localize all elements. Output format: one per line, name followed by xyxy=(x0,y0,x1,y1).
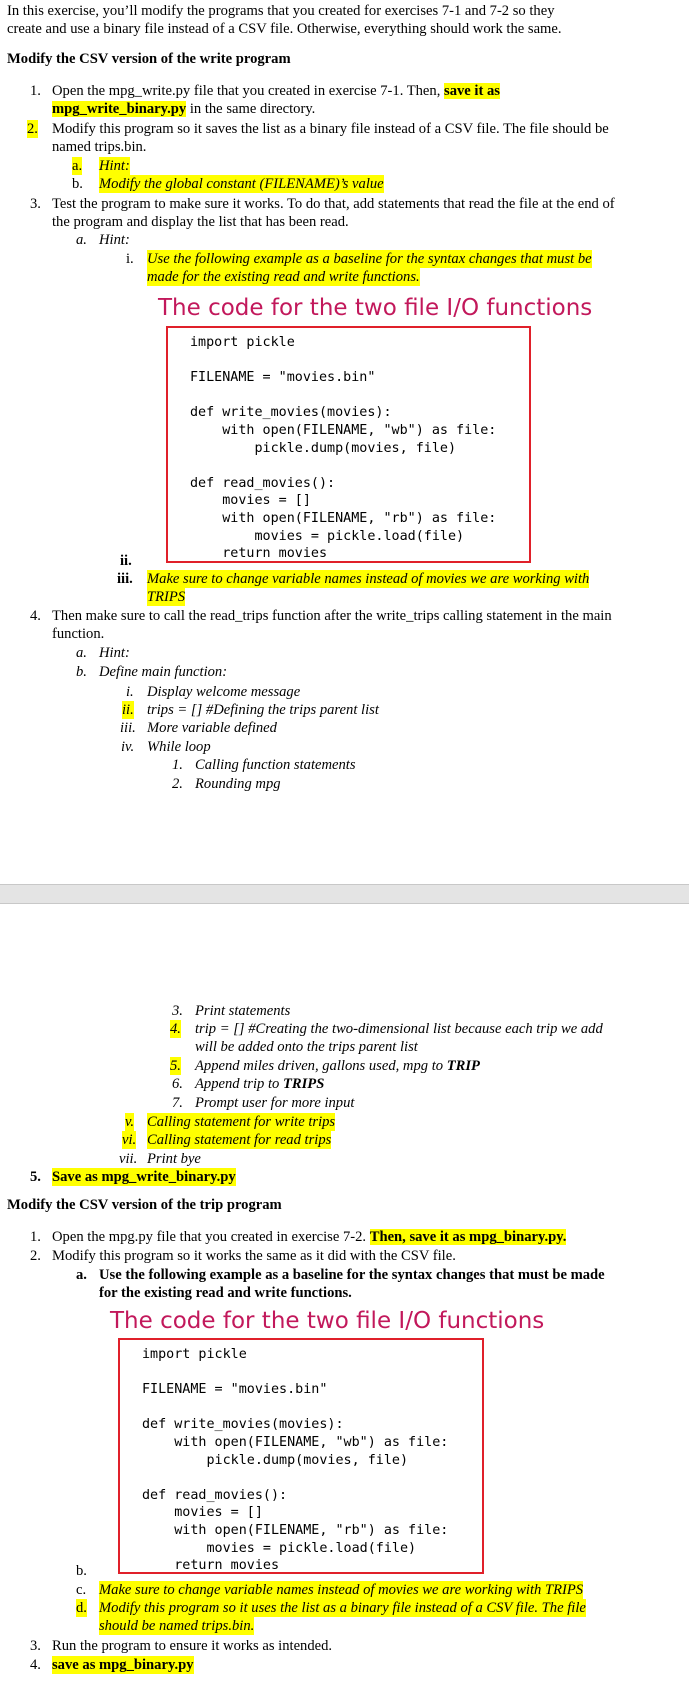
list-roman: v. xyxy=(125,1114,135,1130)
trip-step-2a-line-2: for the existing read and write functions. xyxy=(99,1285,352,1301)
step-3-line-2: the program and display the list that has been read. xyxy=(52,214,349,230)
step-1-line-2: mpg_write_binary.py in the same directory. xyxy=(52,101,316,117)
trip-step-2: Modify this program so it works the same as it did with the CSV file. xyxy=(52,1248,456,1264)
step-3ai-line-2: made for the existing read and write functions. xyxy=(147,269,420,285)
hint-label: Hint: xyxy=(99,158,130,174)
trip-step-3: Run the program to ensure it works as intended. xyxy=(52,1638,333,1654)
list-roman: vi. xyxy=(122,1132,137,1148)
code-snippet: import pickle FILENAME = "movies.bin" def write_movies(movies): with open(FILENAME, "wb") as file: pickle.dump(movies, file) def read_movies(): movies = [] with open(FILENAME, "rb") as file: movies = pickle.load(file) return movies xyxy=(190,335,497,562)
list-number: 1. xyxy=(172,757,183,773)
list-letter: a. xyxy=(76,232,87,248)
step-4bii-text: trips = [] #Defining the trips parent list xyxy=(147,702,379,718)
step-2b-text: Modify the global constant (FILENAME)’s value xyxy=(99,176,384,192)
trip-step-2c: Make sure to change variable names instead of movies we are working with TRIPS xyxy=(99,1582,584,1598)
list-number: 5. xyxy=(30,1169,41,1185)
hint-label: Hint: xyxy=(99,645,130,661)
list-number: 6. xyxy=(172,1076,183,1092)
list-roman: iv. xyxy=(121,739,135,755)
page-break xyxy=(0,884,689,904)
step-4biv1-text: Calling function statements xyxy=(195,757,356,773)
step-pvi-text: Calling statement for read trips xyxy=(147,1132,332,1148)
list-roman: i. xyxy=(126,684,134,700)
step-p4-line-2: will be added onto the trips parent list xyxy=(195,1039,418,1055)
step-p3-text: Print statements xyxy=(195,1003,291,1019)
step-p5-text: Append miles driven, gallons used, mpg to TRIP xyxy=(195,1058,480,1074)
code-box xyxy=(166,326,531,563)
list-letter: b. xyxy=(72,176,83,192)
list-number: 4. xyxy=(170,1021,181,1037)
step-4biii-text: More variable defined xyxy=(147,720,277,736)
step-4b-text: Define main function: xyxy=(99,664,228,680)
code-title: The code for the two file I/O functions xyxy=(158,295,593,321)
step-3aiii-line-2: TRIPS xyxy=(147,589,186,605)
list-letter: d. xyxy=(76,1600,87,1616)
list-roman: i. xyxy=(126,251,134,267)
list-roman: iii. xyxy=(117,571,133,587)
step-4-line-2: function. xyxy=(52,626,105,642)
code-box xyxy=(118,1338,484,1574)
list-roman: vii. xyxy=(119,1151,138,1167)
list-letter: a. xyxy=(76,1267,87,1283)
intro-line-2: create and use a binary file instead of a CSV file. Otherwise, everything should work the same. xyxy=(7,21,562,37)
trip-step-1: Open the mpg.py file that you created in exercise 7-2. Then, save it as mpg_binary.py. xyxy=(52,1229,567,1245)
step-4-line-1: Then make sure to call the read_trips function after the write_trips calling statement in the main xyxy=(52,608,612,624)
list-number: 2. xyxy=(172,776,183,792)
step-3ai-line-1: Use the following example as a baseline for the syntax changes that must be xyxy=(147,251,592,267)
list-number: 3. xyxy=(30,196,41,212)
step-4bi-text: Display welcome message xyxy=(147,684,301,700)
section-heading-write: Modify the CSV version of the write program xyxy=(7,51,291,67)
trip-step-4: save as mpg_binary.py xyxy=(52,1657,194,1673)
list-number: 2. xyxy=(30,1248,41,1264)
list-roman: ii. xyxy=(120,553,132,569)
step-4biv-text: While loop xyxy=(147,739,211,755)
list-letter: b. xyxy=(76,664,87,680)
list-letter: a. xyxy=(72,158,83,174)
trip-step-2a-line-1: Use the following example as a baseline for the syntax changes that must be made xyxy=(99,1267,605,1283)
step-3-line-1: Test the program to make sure it works. To do that, add statements that read the file at the end of xyxy=(52,196,615,212)
step-pvii-text: Print bye xyxy=(147,1151,201,1167)
list-letter: a. xyxy=(76,645,87,661)
hint-label: Hint: xyxy=(99,232,130,248)
list-number: 1. xyxy=(30,1229,41,1245)
step-pv-text: Calling statement for write trips xyxy=(147,1114,336,1130)
step-p7-text: Prompt user for more input xyxy=(195,1095,355,1111)
list-number: 1. xyxy=(30,83,41,99)
trip-step-2d-line-2: should be named trips.bin. xyxy=(99,1618,255,1634)
list-number: 5. xyxy=(170,1058,181,1074)
step-2-line-2: named trips.bin. xyxy=(52,139,147,155)
step-2-line-1: Modify this program so it saves the list as a binary file instead of a CSV file. The file should be xyxy=(52,121,609,137)
list-letter: b. xyxy=(76,1563,87,1579)
list-roman: ii. xyxy=(122,702,134,718)
code-title: The code for the two file I/O functions xyxy=(110,1308,545,1334)
code-snippet: import pickle FILENAME = "movies.bin" def write_movies(movies): with open(FILENAME, "wb") as file: pickle.dump(movies, file) def read_movies(): movies = [] with open(FILENAME, "rb") as file: movies = pickle.load(file) return movies xyxy=(142,1347,449,1574)
step-p6-text: Append trip to TRIPS xyxy=(195,1076,325,1092)
step-3aiii-line-1: Make sure to change variable names instead of movies we are working with xyxy=(147,571,590,587)
list-number: 3. xyxy=(30,1638,41,1654)
list-number: 3. xyxy=(172,1003,183,1019)
section-heading-trip: Modify the CSV version of the trip program xyxy=(7,1197,282,1213)
intro-line-1: In this exercise, you’ll modify the programs that you created for exercises 7-1 and 7-2 so they xyxy=(7,3,555,19)
step-4biv2-text: Rounding mpg xyxy=(195,776,281,792)
step-1-line-1: Open the mpg_write.py file that you created in exercise 7-1. Then, save it as xyxy=(52,83,500,99)
step-5-save: Save as mpg_write_binary.py xyxy=(52,1169,236,1185)
list-number: 2. xyxy=(27,121,38,137)
list-number: 7. xyxy=(172,1095,183,1111)
list-number: 4. xyxy=(30,1657,41,1673)
list-roman: iii. xyxy=(120,720,136,736)
list-letter: c. xyxy=(76,1582,87,1598)
list-number: 4. xyxy=(30,608,41,624)
trip-step-2d-line-1: Modify this program so it uses the list as a binary file instead of a CSV file. The file xyxy=(99,1600,586,1616)
step-p4-line-1: trip = [] #Creating the two-dimensional list because each trip we add xyxy=(195,1021,603,1037)
